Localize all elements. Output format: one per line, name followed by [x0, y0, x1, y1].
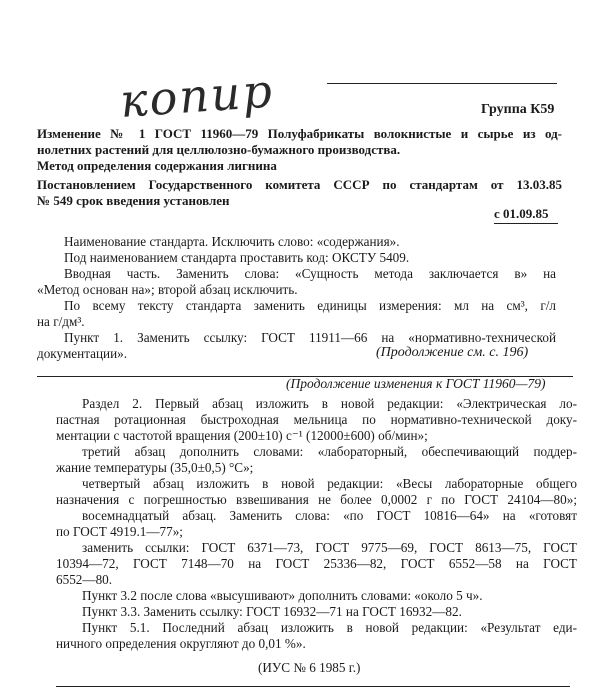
header-line-5: № 549 срок введения установлен — [37, 193, 230, 208]
s2-line-7: назначения с погрешностью взвешивания не более 0,0002 г по ГОСТ 24104—80»; — [56, 492, 577, 507]
s1-line-5: По всему тексту стандарта заменить единицы измерения: мл на см³, г/л — [64, 298, 556, 313]
s1-line-8: документации». — [37, 346, 128, 361]
header-line-3: Метод определения содержания лигнина — [37, 158, 277, 173]
s1-line-4: «Метод основан на»; второй абзац исключить. — [37, 282, 298, 297]
top-rule — [327, 83, 557, 84]
continuation-header: (Продолжение изменения к ГОСТ 11960—79) — [286, 376, 546, 391]
s1-line-6: на г/дм³. — [37, 314, 85, 329]
date-underline — [494, 223, 558, 224]
s2-line-15: Пункт 5.1. Последний абзац изложить в новой редакции: «Результат еди- — [82, 620, 577, 635]
s2-line-10: заменить ссылки: ГОСТ 6371—73, ГОСТ 9775—69, ГОСТ 8613—75, ГОСТ — [82, 540, 577, 555]
s2-line-11: 10394—72, ГОСТ 7148—70 на ГОСТ 25336—82, ГОСТ 6552—58 на ГОСТ — [56, 556, 577, 571]
bottom-rule — [56, 686, 570, 687]
footer-note: (ИУС № 6 1985 г.) — [258, 660, 361, 675]
handwritten-stamp: копир — [118, 63, 276, 128]
header-line-4: Постановлением Государственного комитета СССР по стандартам от 13.03.85 — [37, 177, 562, 192]
header-line-2: нолетних растений для целлюлозно-бумажного производства. — [37, 142, 401, 157]
s1-line-2: Под наименованием стандарта проставить код: ОКСТУ 5409. — [64, 250, 410, 265]
s1-line-7: Пункт 1. Заменить ссылку: ГОСТ 11911—66 на «нормативно-технической — [64, 330, 556, 345]
s2-line-9: по ГОСТ 4919.1—77»; — [56, 524, 183, 539]
s2-line-13: Пункт 3.2 после слова «высушивают» дополнить словами: «около 5 ч». — [82, 588, 483, 603]
s2-line-12: 6552—80. — [56, 572, 113, 587]
s2-line-16: ничного определения округляют до 0,01 %». — [56, 636, 306, 651]
s2-line-1: Раздел 2. Первый абзац изложить в новой редакции: «Электрическая ло- — [82, 396, 577, 411]
header-line-1: Изменение № 1 ГОСТ 11960—79 Полуфабрикаты волокнистые и сырье из од- — [37, 126, 562, 141]
s2-line-5: жание температуры (35,0±0,5) °С»; — [56, 460, 254, 475]
s2-line-2: пастная ротационная быстроходная мельница по нормативно-технической доку- — [56, 412, 577, 427]
group-label: Группа К59 — [481, 102, 555, 117]
continued-note: (Продолжение см. с. 196) — [376, 345, 529, 360]
s1-line-1: Наименование стандарта. Исключить слово: «содержания». — [64, 234, 400, 249]
s2-line-3: ментации с частотой вращения (200±10) с⁻¹ (12000±600) об/мин»; — [56, 428, 428, 443]
s2-line-6: четвертый абзац изложить в новой редакции: «Весы лабораторные общего — [82, 476, 577, 491]
s1-line-3: Вводная часть. Заменить слова: «Сущность метода заключается в» на — [64, 266, 556, 281]
s2-line-4: третий абзац дополнить словами: «лабораторный, обеспечивающий поддер- — [82, 444, 577, 459]
s2-line-8: восемнадцатый абзац. Заменить слова: «по ГОСТ 10816—64» на «готовят — [82, 508, 577, 523]
s2-line-14: Пункт 3.3. Заменить ссылку: ГОСТ 16932—71 на ГОСТ 16932—82. — [82, 604, 462, 619]
effective-date: с 01.09.85 — [494, 206, 549, 221]
